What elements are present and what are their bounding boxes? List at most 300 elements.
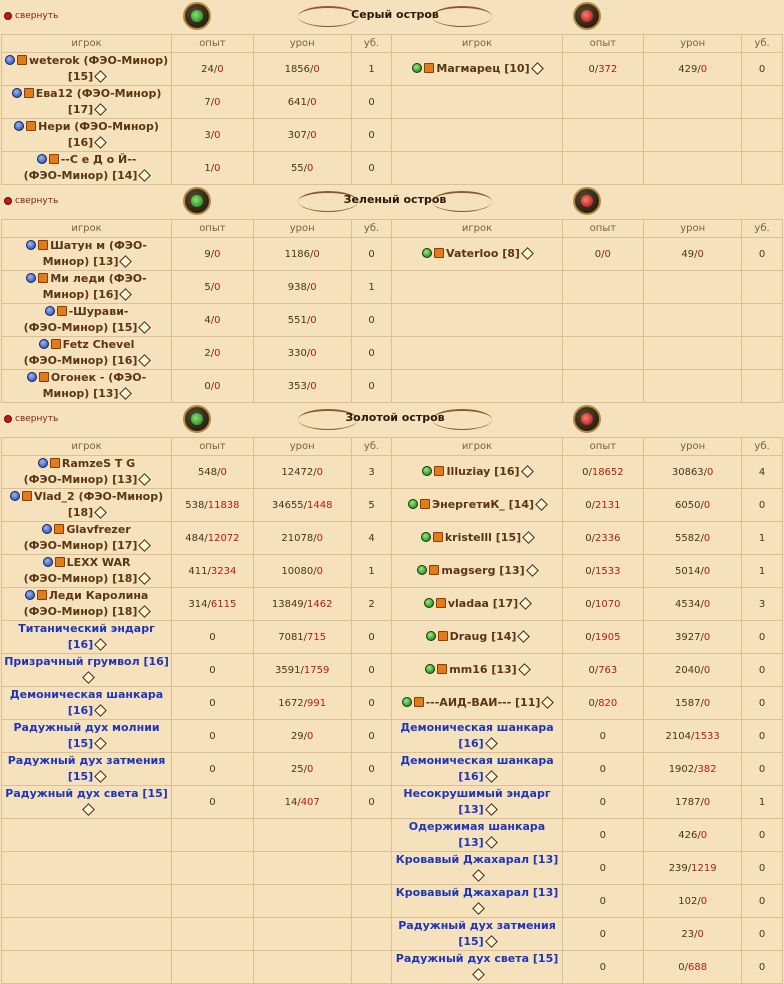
exp-cell xyxy=(562,119,644,152)
kills-cell xyxy=(351,654,392,687)
damage-cell: 1856/0 xyxy=(253,53,351,86)
table-row xyxy=(2,885,783,918)
player-name[interactable]: kristelll [15] xyxy=(444,531,522,544)
kills-cell xyxy=(351,819,392,852)
kills-value: 3 xyxy=(758,598,766,610)
kills-value: 0 xyxy=(758,499,766,511)
column-header: урон xyxy=(644,220,742,238)
exp-value: 7 xyxy=(204,96,211,108)
kills-value: 0 xyxy=(758,928,766,940)
exp-value-2: 2131 xyxy=(595,499,621,511)
info-icon[interactable] xyxy=(472,902,485,915)
info-icon[interactable] xyxy=(518,663,531,676)
player-name[interactable]: RamzeS T G xyxy=(61,457,136,470)
player-name-cont[interactable]: (ФЭО-Минор) [18] xyxy=(23,572,138,585)
info-icon[interactable] xyxy=(519,597,532,610)
damage-cell: 30863/0 xyxy=(644,456,742,489)
damage-value: 426 xyxy=(678,829,698,841)
damage-value: 5582 xyxy=(675,532,701,544)
damage-value: 12472 xyxy=(281,466,314,478)
damage-cell xyxy=(644,370,742,403)
player-name[interactable]: Vlad_2 (ФЭО-Минор) [18] xyxy=(33,490,164,519)
damage-value-2: 0 xyxy=(316,565,323,577)
green-alignment-icon xyxy=(426,631,436,641)
info-icon[interactable] xyxy=(139,321,152,334)
player-name[interactable]: Ева12 (ФЭО-Минор) [17] xyxy=(35,87,162,116)
exp-value-2: 820 xyxy=(598,697,618,709)
damage-cell: 10080/0 xyxy=(253,555,351,588)
player-name[interactable]: LEXX WAR xyxy=(66,556,131,569)
kills-value: 0 xyxy=(758,763,766,775)
table-row xyxy=(2,786,783,819)
kills-value: 0 xyxy=(758,730,766,742)
column-header: урон xyxy=(253,35,351,53)
info-icon[interactable] xyxy=(531,62,544,75)
exp-value: 0 xyxy=(599,796,607,808)
player-cell xyxy=(392,522,562,555)
damage-value-2: 0 xyxy=(700,895,708,907)
table-row xyxy=(2,621,783,654)
kills-cell xyxy=(351,238,392,271)
column-header: игрок xyxy=(2,220,172,238)
kills-cell xyxy=(742,238,783,271)
player-name[interactable]: Призрачный грумвол [16] xyxy=(4,655,169,668)
player-name[interactable]: Демоническая шанкара [16] xyxy=(9,688,164,717)
damage-cell xyxy=(253,885,351,918)
player-cell xyxy=(2,489,172,522)
info-icon[interactable] xyxy=(139,354,152,367)
blue-alignment-icon xyxy=(26,240,36,250)
exp-value: 411 xyxy=(188,565,208,577)
exp-cell: 0/2131 xyxy=(562,489,644,522)
info-icon[interactable] xyxy=(139,539,152,552)
column-header: игрок xyxy=(392,438,562,456)
damage-cell xyxy=(644,337,742,370)
clan-icon xyxy=(424,63,434,73)
exp-cell xyxy=(562,918,644,951)
damage-cell: 13849/1462 xyxy=(253,588,351,621)
kills-value: 0 xyxy=(758,895,766,907)
exp-value: 538 xyxy=(185,499,205,511)
player-name[interactable]: Fetz Chevel xyxy=(62,338,135,351)
kills-value: 4 xyxy=(758,466,766,478)
info-icon[interactable] xyxy=(94,770,107,783)
island-title-label: Зеленый остров xyxy=(343,193,447,206)
damage-value-2: 0 xyxy=(703,664,711,676)
info-icon[interactable] xyxy=(94,136,107,149)
player-name[interactable]: Радужный дух затмения [15] xyxy=(7,754,166,783)
player-name[interactable]: -Шурави- xyxy=(68,305,129,318)
exp-cell: 0/2336 xyxy=(562,522,644,555)
player-name[interactable]: Радужный дух света [15] xyxy=(395,952,559,965)
kills-cell xyxy=(742,370,783,403)
damage-value-2: 0 xyxy=(703,532,711,544)
collapse-link[interactable] xyxy=(4,11,58,21)
info-icon[interactable] xyxy=(521,247,534,260)
exp-value: 0 xyxy=(599,895,607,907)
blue-alignment-icon xyxy=(14,121,24,131)
damage-cell: 551/0 xyxy=(253,304,351,337)
kills-value: 4 xyxy=(368,532,375,544)
player-name[interactable]: Радужный дух затмения [15] xyxy=(398,919,556,948)
exp-cell: 538/11838 xyxy=(172,489,254,522)
player-name-cont[interactable]: (ФЭО-Минор) [18] xyxy=(23,605,138,618)
clan-icon xyxy=(37,590,47,600)
info-icon[interactable] xyxy=(94,704,107,717)
info-icon[interactable] xyxy=(82,803,95,816)
info-icon[interactable] xyxy=(472,869,485,882)
exp-value: 0 xyxy=(209,631,216,643)
green-alignment-icon xyxy=(402,697,412,707)
exp-cell xyxy=(172,786,254,819)
clan-icon xyxy=(57,306,67,316)
damage-value-2: 382 xyxy=(697,763,717,775)
info-icon[interactable] xyxy=(485,737,498,750)
player-name[interactable]: --С е Д о Й-- xyxy=(60,153,137,166)
player-cell xyxy=(2,337,172,370)
damage-value: 1856 xyxy=(284,63,311,75)
damage-cell: 429/0 xyxy=(644,53,742,86)
info-icon[interactable] xyxy=(542,696,555,709)
kills-value: 0 xyxy=(758,862,766,874)
column-header: опыт xyxy=(172,35,254,53)
info-icon[interactable] xyxy=(94,103,107,116)
exp-cell xyxy=(562,951,644,984)
blue-alignment-icon xyxy=(25,590,35,600)
player-cell xyxy=(392,304,562,337)
ornament-icon xyxy=(298,6,358,27)
damage-value-2: 0 xyxy=(310,281,317,293)
player-name[interactable]: Illuziay [16] xyxy=(446,465,520,478)
column-header: опыт xyxy=(562,438,644,456)
clan-icon xyxy=(434,248,444,258)
exp-cell xyxy=(172,654,254,687)
player-cell xyxy=(2,654,172,687)
kills-cell xyxy=(351,522,392,555)
column-header: уб. xyxy=(742,220,783,238)
island-title xyxy=(300,189,490,211)
exp-value: 0 xyxy=(209,796,216,808)
stats-table xyxy=(1,34,783,185)
damage-cell: 25/0 xyxy=(253,753,351,786)
damage-value-2: 1759 xyxy=(303,664,330,676)
player-cell xyxy=(392,885,562,918)
info-icon[interactable] xyxy=(526,564,539,577)
kills-value: 0 xyxy=(368,763,375,775)
island-header xyxy=(0,185,784,219)
exp-cell xyxy=(562,152,644,185)
clan-icon xyxy=(436,598,446,608)
kills-cell xyxy=(351,456,392,489)
player-name[interactable]: Кровавый Джахарал [13] xyxy=(395,853,559,866)
kills-cell xyxy=(351,555,392,588)
table-row xyxy=(2,489,783,522)
exp-cell xyxy=(172,951,254,984)
kills-cell xyxy=(351,304,392,337)
damage-cell: 3927/0 xyxy=(644,621,742,654)
damage-value-2: 0 xyxy=(703,499,711,511)
clan-icon xyxy=(438,631,448,641)
info-icon[interactable] xyxy=(139,169,152,182)
green-alignment-icon xyxy=(417,565,427,575)
info-icon[interactable] xyxy=(120,255,133,268)
info-icon[interactable] xyxy=(535,498,548,511)
info-icon[interactable] xyxy=(82,671,95,684)
table-row xyxy=(2,337,783,370)
green-alignment-icon xyxy=(422,248,432,258)
column-header: уб. xyxy=(351,438,392,456)
player-name[interactable]: Нери (ФЭО-Минор) [16] xyxy=(38,120,159,149)
info-icon[interactable] xyxy=(94,737,107,750)
player-name-cont[interactable]: (ФЭО-Минор) [14] xyxy=(23,169,138,182)
kills-cell xyxy=(351,152,392,185)
player-name[interactable]: Огонек - (ФЭО-Минор) [13] xyxy=(42,371,147,400)
exp-value-2: 0 xyxy=(214,347,221,359)
exp-value: 0 xyxy=(594,248,602,260)
kills-cell xyxy=(742,687,783,720)
kills-value: 0 xyxy=(368,796,375,808)
exp-value-2: 6115 xyxy=(210,598,237,610)
exp-value-2: 0 xyxy=(604,248,611,260)
player-name[interactable]: Ми леди (ФЭО-Минор) [16] xyxy=(42,272,147,301)
player-name[interactable]: Демоническая шанкара [16] xyxy=(400,754,554,783)
player-name[interactable]: Draug [14] xyxy=(449,630,517,643)
table-row xyxy=(2,370,783,403)
kills-cell xyxy=(742,918,783,951)
kills-value: 0 xyxy=(758,829,766,841)
table-row xyxy=(2,86,783,119)
kills-value: 0 xyxy=(368,347,375,359)
player-cell xyxy=(2,304,172,337)
kills-cell xyxy=(742,304,783,337)
damage-value: 2040 xyxy=(675,664,701,676)
damage-value: 6050 xyxy=(675,499,701,511)
exp-value-2: 1533 xyxy=(595,565,621,577)
info-icon[interactable] xyxy=(120,288,133,301)
clan-icon xyxy=(17,55,27,65)
player-name[interactable]: Glavfrezer xyxy=(66,523,131,536)
stats-table xyxy=(1,219,783,403)
player-cell xyxy=(392,918,562,951)
info-icon[interactable] xyxy=(521,465,534,478)
exp-value-2: 0 xyxy=(214,314,221,326)
player-cell xyxy=(2,370,172,403)
blue-alignment-icon xyxy=(37,154,47,164)
damage-value-2: 0 xyxy=(316,466,323,478)
damage-value: 330 xyxy=(287,347,307,359)
collapse-link[interactable] xyxy=(4,196,58,206)
exp-value-2: 2336 xyxy=(595,532,621,544)
kills-value: 0 xyxy=(368,631,375,643)
info-icon[interactable] xyxy=(120,387,133,400)
exp-value-2: 0 xyxy=(214,248,221,260)
table-row xyxy=(2,918,783,951)
player-name-cont[interactable]: (ФЭО-Минор) [17] xyxy=(23,539,138,552)
exp-value: 0 xyxy=(585,499,592,511)
info-icon[interactable] xyxy=(94,638,107,651)
info-icon[interactable] xyxy=(485,803,498,816)
island-title-label: Серый остров xyxy=(351,8,439,21)
clan-icon xyxy=(433,532,443,542)
blue-alignment-icon xyxy=(39,339,49,349)
damage-value: 551 xyxy=(287,314,307,326)
kills-cell xyxy=(351,271,392,304)
exp-value: 2 xyxy=(204,347,211,359)
exp-cell: 0/0 xyxy=(562,238,644,271)
damage-cell: 21078/0 xyxy=(253,522,351,555)
clan-icon xyxy=(437,664,447,674)
player-name[interactable]: vladaa [17] xyxy=(447,597,519,610)
kills-value: 1 xyxy=(758,565,766,577)
player-name[interactable]: ЭнергетиК_ [14] xyxy=(432,498,534,511)
exp-cell xyxy=(562,271,644,304)
blue-alignment-icon xyxy=(45,306,55,316)
player-cell xyxy=(2,951,172,984)
damage-cell: 23/0 xyxy=(644,918,742,951)
player-name[interactable]: Одержимая шанкара [13] xyxy=(408,820,546,849)
kills-cell xyxy=(351,720,392,753)
exp-value: 0 xyxy=(599,961,607,973)
player-cell xyxy=(2,555,172,588)
green-alignment-icon xyxy=(421,532,431,542)
stats-table xyxy=(1,437,783,984)
player-name-cont[interactable]: (ФЭО-Минор) [13] xyxy=(23,473,138,486)
kills-cell xyxy=(742,819,783,852)
info-icon[interactable] xyxy=(139,572,152,585)
damage-value-2: 0 xyxy=(307,730,314,742)
exp-value-2: 12072 xyxy=(207,532,240,544)
header-row xyxy=(2,438,783,456)
player-cell xyxy=(392,786,562,819)
exp-cell: 1/0 xyxy=(172,152,254,185)
player-name[interactable]: Шатун м (ФЭО-Минор) [13] xyxy=(42,239,147,268)
table-row xyxy=(2,119,783,152)
damage-value-2: 0 xyxy=(307,763,314,775)
player-cell xyxy=(2,720,172,753)
player-name[interactable]: Несокрушимый эндарг [13] xyxy=(403,787,551,816)
info-icon[interactable] xyxy=(485,935,498,948)
player-name-cont[interactable]: (ФЭО-Минор) [15] xyxy=(23,321,138,334)
green-alignment-icon xyxy=(412,63,422,73)
kills-cell xyxy=(351,918,392,951)
table-row xyxy=(2,456,783,489)
kills-cell xyxy=(742,119,783,152)
player-cell xyxy=(392,753,562,786)
damage-value-2: 0 xyxy=(313,248,320,260)
exp-value: 0 xyxy=(585,631,592,643)
damage-value-2: 991 xyxy=(307,697,327,709)
player-name[interactable]: mm16 [13] xyxy=(449,663,517,676)
exp-value-2: 0 xyxy=(214,162,221,174)
damage-cell: 1186/0 xyxy=(253,238,351,271)
exp-value: 0 xyxy=(585,598,592,610)
player-name[interactable]: Vaterloo [8] xyxy=(446,247,520,260)
exp-value: 0 xyxy=(585,532,592,544)
exp-value-2: 18652 xyxy=(591,466,624,478)
player-name[interactable]: Демоническая шанкара [16] xyxy=(400,721,554,750)
damage-value-2: 1219 xyxy=(691,862,717,874)
player-name[interactable]: weterok (ФЭО-Минор) [15] xyxy=(28,54,169,83)
info-icon[interactable] xyxy=(485,836,498,849)
player-name[interactable]: ---АИД-ВАИ--- [11] xyxy=(425,696,541,709)
column-header: игрок xyxy=(2,438,172,456)
exp-cell: 314/6115 xyxy=(172,588,254,621)
kills-value: 0 xyxy=(368,664,375,676)
damage-cell: 34655/1448 xyxy=(253,489,351,522)
table-row xyxy=(2,753,783,786)
exp-value: 4 xyxy=(204,314,211,326)
damage-cell xyxy=(644,119,742,152)
info-icon[interactable] xyxy=(94,506,107,519)
kills-cell xyxy=(351,786,392,819)
exp-cell: 0/1905 xyxy=(562,621,644,654)
player-name-cont[interactable]: (ФЭО-Минор) [16] xyxy=(23,354,138,367)
damage-value-2: 407 xyxy=(300,796,320,808)
damage-value: 3591 xyxy=(275,664,301,676)
damage-cell: 1672/991 xyxy=(253,687,351,720)
clan-icon xyxy=(429,565,439,575)
player-cell xyxy=(392,720,562,753)
table-row xyxy=(2,819,783,852)
damage-cell: 4534/0 xyxy=(644,588,742,621)
collapse-icon xyxy=(4,415,12,423)
exp-value: 0 xyxy=(599,829,607,841)
damage-value-2: 0 xyxy=(313,63,320,75)
player-cell xyxy=(2,918,172,951)
damage-cell: 330/0 xyxy=(253,337,351,370)
info-icon[interactable] xyxy=(139,473,152,486)
column-header: уб. xyxy=(742,438,783,456)
exp-cell xyxy=(562,753,644,786)
exp-value-2: 763 xyxy=(598,664,618,676)
damage-cell xyxy=(253,852,351,885)
exp-cell: 484/12072 xyxy=(172,522,254,555)
player-name[interactable]: Титанический эндарг [16] xyxy=(18,622,155,651)
damage-value: 1902 xyxy=(668,763,695,775)
damage-value-2: 0 xyxy=(707,466,714,478)
player-cell xyxy=(392,852,562,885)
info-icon[interactable] xyxy=(518,630,531,643)
player-name[interactable]: Радужный дух света [15] xyxy=(5,787,168,800)
player-name[interactable]: magserg [13] xyxy=(441,564,525,577)
player-name[interactable]: Леди Каролина xyxy=(48,589,149,602)
player-cell xyxy=(2,588,172,621)
exp-value: 0 xyxy=(588,63,595,75)
info-icon[interactable] xyxy=(522,531,535,544)
info-icon[interactable] xyxy=(472,968,485,981)
player-cell xyxy=(2,86,172,119)
player-name[interactable]: Радужный дух молнии [15] xyxy=(13,721,160,750)
kills-value: 0 xyxy=(758,697,766,709)
info-icon[interactable] xyxy=(485,770,498,783)
island-header xyxy=(0,403,784,437)
damage-value: 1587 xyxy=(675,697,701,709)
red-team-medal-icon xyxy=(573,2,601,30)
kills-value: 3 xyxy=(368,466,375,478)
exp-cell: 0/372 xyxy=(562,53,644,86)
player-cell xyxy=(392,555,562,588)
player-name[interactable]: Кровавый Джахарал [13] xyxy=(395,886,559,899)
island-section xyxy=(0,185,784,403)
player-cell xyxy=(2,819,172,852)
damage-value: 13849 xyxy=(271,598,304,610)
player-name[interactable]: Магмарец [10] xyxy=(436,62,530,75)
exp-value: 3 xyxy=(204,129,211,141)
info-icon[interactable] xyxy=(139,605,152,618)
green-team-medal-icon xyxy=(183,405,211,433)
info-icon[interactable] xyxy=(94,70,107,83)
collapse-link[interactable] xyxy=(4,414,58,424)
